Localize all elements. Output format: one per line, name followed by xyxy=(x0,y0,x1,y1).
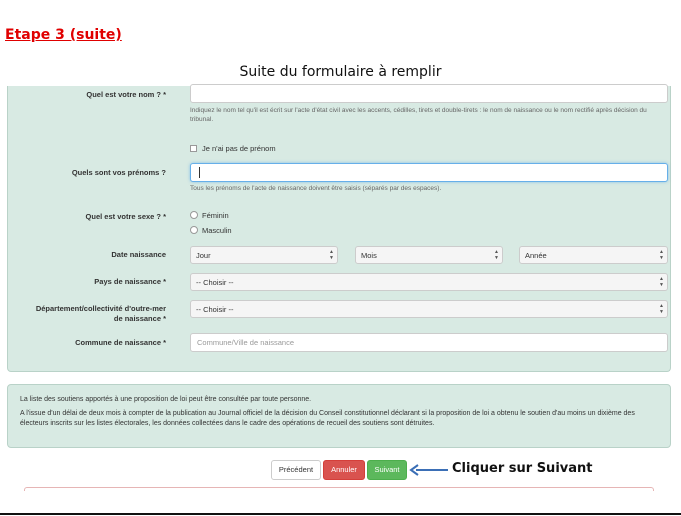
prenoms-help-text: Tous les prénoms de l'acte de naissance doivent être saisis (séparés par des espaces). xyxy=(190,185,442,192)
departement-label-line1: Département/collectivité d'outre-mer xyxy=(35,304,166,313)
bottom-divider xyxy=(0,513,681,515)
left-arrow-icon xyxy=(408,462,450,478)
radio-masculin[interactable] xyxy=(190,226,232,236)
radio-masculin-label: Masculin xyxy=(202,226,232,235)
commune-label: Commune de naissance * xyxy=(75,338,166,347)
date-naissance-label: Date naissance xyxy=(111,250,166,259)
jour-select[interactable] xyxy=(190,246,338,264)
info-text-2: A l'issue d'un délai de deux mois à compter de la publication au Journal officiel de la décision du Conseil constitutionnel déclarant si la proposition de loi a obtenu le soutien d'au moins un dixième des électeurs inscrits sur les listes électorales, les données collectées dans le cadre des opérations de recueil des soutiens sont détruites. xyxy=(20,410,635,427)
select-arrows-icon: ▲ ▼ xyxy=(494,249,499,261)
annee-select-value: Année xyxy=(525,251,547,260)
prenoms-label: Quels sont vos prénoms ? xyxy=(71,168,166,177)
next-panel-edge xyxy=(24,487,654,491)
radio-feminin[interactable] xyxy=(190,211,229,221)
jour-select-value: Jour xyxy=(196,251,211,260)
next-button[interactable]: Suivant xyxy=(367,460,407,480)
annee-select[interactable] xyxy=(519,246,668,264)
previous-button[interactable]: Précédent xyxy=(271,460,321,480)
select-arrows-icon: ▲ ▼ xyxy=(329,249,334,261)
annotation-text: Cliquer sur Suivant xyxy=(452,461,593,476)
select-arrows-icon: ▲ ▼ xyxy=(659,276,664,288)
checkbox-icon[interactable] xyxy=(190,145,197,152)
nom-help-text: Indiquez le nom tel qu'il est écrit sur l'acte d'état civil avec les accents, cédilles, tirets et double-tirets : le nom de naissance ou le nom rectifié après décision du tribunal. xyxy=(190,107,647,123)
pays-select[interactable] xyxy=(190,273,668,291)
departement-label xyxy=(36,304,166,324)
pays-label: Pays de naissance * xyxy=(94,277,166,286)
page-subtitle: Suite du formulaire à remplir xyxy=(239,64,442,80)
select-arrows-icon: ▲ ▼ xyxy=(659,249,664,261)
departement-select[interactable] xyxy=(190,300,668,318)
no-firstname-label: Je n'ai pas de prénom xyxy=(202,144,276,153)
departement-label-line2: de naissance * xyxy=(113,314,166,323)
radio-icon[interactable] xyxy=(190,211,198,219)
step-title: Etape 3 (suite) xyxy=(5,27,122,43)
mois-select[interactable] xyxy=(355,246,503,264)
identity-form-panel xyxy=(7,86,671,372)
pays-select-value: -- Choisir -- xyxy=(196,278,234,287)
cancel-button[interactable]: Annuler xyxy=(323,460,365,480)
nom-label: Quel est votre nom ? * xyxy=(86,90,166,99)
commune-input[interactable]: Commune/Ville de naissance xyxy=(190,333,668,352)
info-panel xyxy=(7,384,671,448)
radio-feminin-label: Féminin xyxy=(202,211,229,220)
radio-icon[interactable] xyxy=(190,226,198,234)
text-cursor xyxy=(199,167,200,178)
nom-input[interactable] xyxy=(190,84,668,103)
prenoms-input[interactable] xyxy=(190,163,668,182)
sexe-label: Quel est votre sexe ? * xyxy=(85,212,166,221)
info-text-1: La liste des soutiens apportés à une proposition de loi peut être consultée par toute personne. xyxy=(20,396,312,403)
departement-select-value: -- Choisir -- xyxy=(196,305,234,314)
mois-select-value: Mois xyxy=(361,251,377,260)
select-arrows-icon: ▲ ▼ xyxy=(659,303,664,315)
no-firstname-checkbox[interactable] xyxy=(190,144,276,154)
